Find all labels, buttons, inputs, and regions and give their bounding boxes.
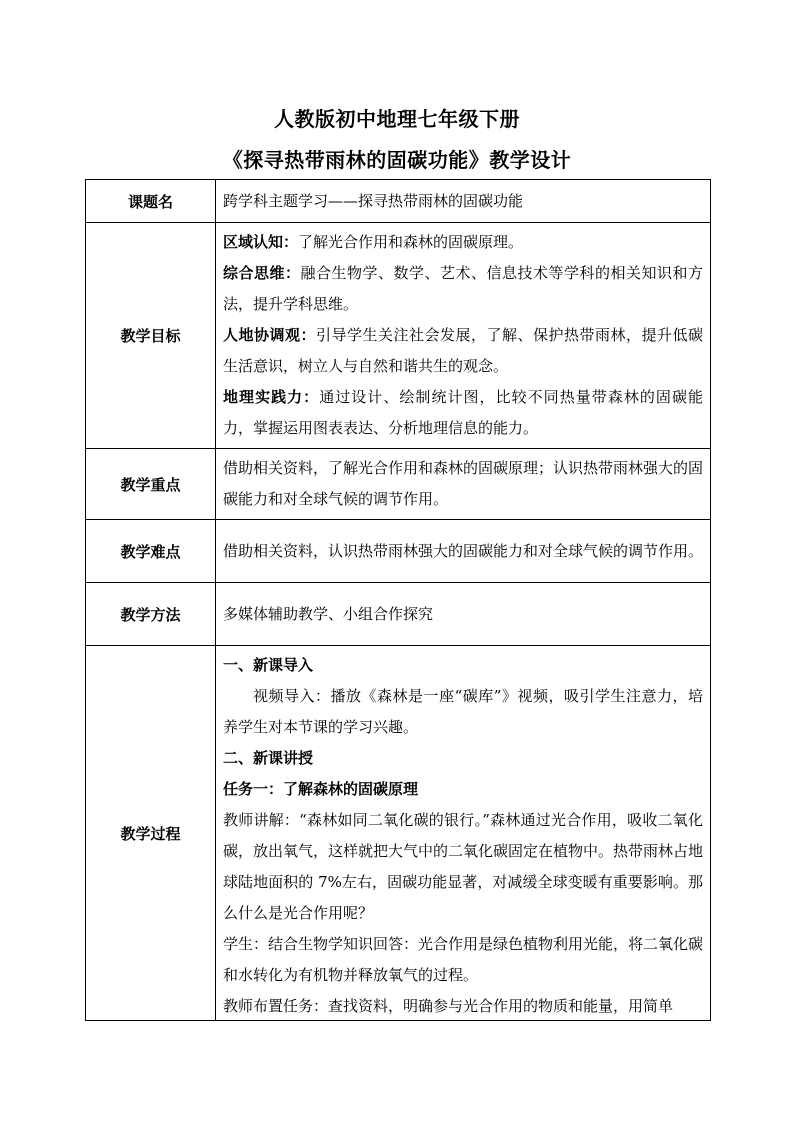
row-content-key-points: 借助相关资料，了解光合作用和森林的固碳原理；认识热带雨林强大的固碳能力和对全球气候的调节作用。 — [216, 449, 711, 520]
paragraph: 教师布置任务：查找资料，明确参与光合作用的物质和能量，用简单 — [223, 997, 674, 1015]
row-content-topic: 跨学科主题学习——探寻热带雨林的固碳功能 — [216, 180, 711, 223]
row-content-difficulties: 借助相关资料，认识热带雨林强大的固碳能力和对全球气候的调节作用。 — [216, 520, 711, 583]
row-label-process: 教学过程 — [86, 646, 216, 1021]
table-row-objectives — [86, 223, 711, 449]
section-heading: 二、新课讲授 — [223, 749, 314, 767]
row-label-key-points: 教学重点 — [86, 449, 216, 520]
paragraph: 视频导入：播放《森林是一座“碳库”》视频，吸引学生注意力，培养学生对本节课的学习兴趣。 — [223, 687, 703, 736]
paragraph: 学生：结合生物学知识回答：光合作用是绿色植物利用光能，将二氧化碳和水转化为有机物并释放氧气的过程。 — [223, 935, 703, 984]
document-subtitle: 《探寻热带雨林的固碳功能》教学设计 — [222, 148, 572, 172]
row-label-difficulties: 教学难点 — [86, 520, 216, 583]
objective-item: 人地协调观：引导学生关注社会发展，了解、保护热带雨林，提升低碳生活意识，树立人与自然和谐共生的观念。 — [223, 326, 703, 375]
row-content-process — [216, 646, 711, 1021]
table-row-difficulties — [86, 520, 711, 583]
table-row-process — [86, 646, 711, 1021]
objective-item: 地理实践力：通过设计、绘制统计图，比较不同热量带森林的固碳能力，掌握运用图表表达、分析地理信息的能力。 — [223, 388, 703, 437]
objective-item: 综合思维：融合生物学、数学、艺术、信息技术等学科的相关知识和方法，提升学科思维。 — [223, 264, 703, 313]
table-row-methods — [86, 583, 711, 646]
row-label-topic: 课题名 — [86, 180, 216, 223]
table-row-key-points — [86, 449, 711, 520]
section-heading: 一、新课导入 — [223, 656, 314, 674]
row-label-methods: 教学方法 — [86, 583, 216, 646]
row-content-objectives — [216, 223, 711, 449]
task-heading: 任务一：了解森林的固碳原理 — [223, 780, 419, 798]
document-title: 人教版初中地理七年级下册 — [274, 107, 520, 131]
lesson-plan-table — [85, 179, 711, 1021]
objective-item: 区域认知：了解光合作用和森林的固碳原理。 — [223, 233, 524, 251]
paragraph: 教师讲解：“森林如同二氧化碳的银行。”森林通过光合作用，吸收二氧化碳，放出氧气，这样就把大气中的二氧化碳固定在植物中。热带雨林占地球陆地面积的 7%左右，固碳功能显著，对减缓全球变暖有重要影响。那么什么是光合作用呢？ — [223, 811, 703, 922]
row-content-methods: 多媒体辅助教学、小组合作探究 — [216, 583, 711, 646]
table-row-topic — [86, 180, 711, 223]
row-label-objectives: 教学目标 — [86, 223, 216, 449]
